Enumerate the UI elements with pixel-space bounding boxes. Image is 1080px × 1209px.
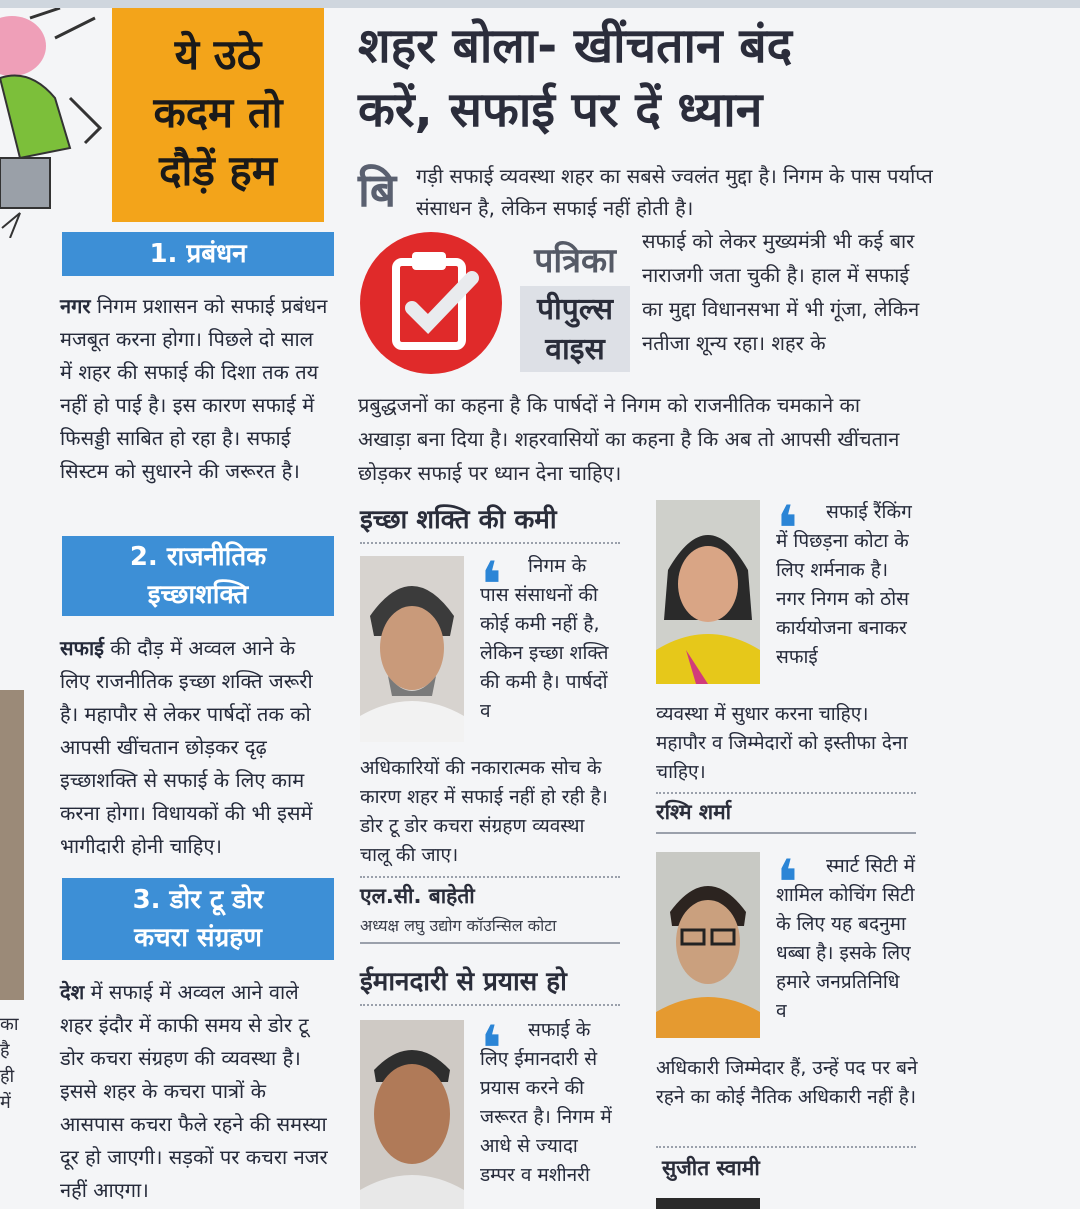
- portrait-photo: [360, 1020, 464, 1209]
- quote-text: सफाई के लिए ईमानदारी से प्रयास करने की जरूरत है। निगम में आधे से ज्यादा डम्पर व मशीनरी: [480, 1019, 612, 1186]
- section-text-2: [60, 632, 330, 863]
- divider: [360, 876, 620, 878]
- cropped-photo: [0, 690, 24, 1000]
- person-name: रश्मि शर्मा: [656, 798, 916, 834]
- person-designation: अध्यक्ष लघु उद्योग कॉउन्सिल कोटा: [360, 914, 620, 944]
- quote-text: निगम के पास संसाधनों की कोई कमी नहीं है, लेकिन इच्छा शक्ति की कमी है। पार्षदों व: [480, 555, 609, 722]
- kicker-box: [112, 8, 324, 222]
- kicker-line: कदम तो: [153, 88, 283, 137]
- portrait-photo: [656, 500, 760, 684]
- top-edge: [0, 0, 1080, 8]
- divider: [656, 1146, 916, 1148]
- person-name: सुजीत स्वामी: [662, 1156, 760, 1180]
- quote-text: अधिकारी जिम्मेदार हैं, उन्हें पद पर बने रहने का कोई नैतिक अधिकारी नहीं है।: [656, 1057, 918, 1108]
- section-heading-text: कचरा संग्रहण: [134, 923, 262, 953]
- badge-title-line: पीपुल्स: [536, 292, 614, 327]
- section-paragraph: की दौड़ में अव्वल आने के लिए राजनीतिक इच्छा शक्ति जरूरी है। महापौर से लेकर पार्षदों तक को आपसी खींचतान छोड़कर दृढ़ इच्छाशक्ति से सफाई के लिए काम करना होगा। विधायकों की भी इसमें भागीदारी होनी चाहिए।: [60, 636, 313, 858]
- divider: [656, 792, 916, 794]
- cropped-line: है: [0, 1040, 10, 1061]
- quote-text: सफाई रैंकिंग में पिछड़ना कोटा के लिए शर्मनाक है। नगर निगम को ठोस कार्ययोजना बनाकर सफाई: [776, 501, 912, 668]
- section-heading-text: इच्छाशक्ति: [147, 580, 249, 610]
- section-text-1: [60, 290, 330, 488]
- kicker-line: ये उठे: [174, 30, 262, 79]
- portrait-photo: [360, 556, 464, 742]
- clipboard-check-icon: [360, 232, 502, 374]
- lead-word: नगर: [60, 294, 91, 318]
- quote-mark-icon: ❛: [480, 1013, 503, 1087]
- quote-mark-icon: ❛: [776, 847, 799, 921]
- headline-line: करें, सफाई पर दें ध्यान: [358, 82, 763, 138]
- badge-title-line: वाइस: [545, 332, 605, 367]
- section-heading-3: [62, 878, 334, 960]
- opinion-subhead: इच्छा शक्ति की कमी: [360, 500, 620, 544]
- section-heading-1: [62, 232, 334, 276]
- cropped-line: का: [0, 1014, 19, 1035]
- quote-text: स्मार्ट सिटी में शामिल कोचिंग सिटी के लिए यह बदनुमा धब्बा है। इसके लिए हमारे जनप्रतिनिधि व: [776, 855, 915, 1022]
- section-text-3: [60, 976, 330, 1207]
- portrait-photo: [656, 852, 760, 1038]
- opinion-subhead: ईमानदारी से प्रयास हो: [360, 962, 620, 1006]
- cropped-photo: [656, 1198, 760, 1209]
- lead-word: सफाई: [60, 636, 104, 660]
- quote-mark-icon: ❛: [480, 549, 503, 623]
- badge-brand: पत्रिका: [534, 241, 616, 281]
- lead-word: देश: [60, 980, 85, 1004]
- quote-text: व्यवस्था में सुधार करना चाहिए। महापौर व जिम्मेदारों को इस्तीफा देना चाहिए।: [656, 703, 908, 783]
- section-paragraph: में सफाई में अव्वल आने वाले शहर इंदौर में काफी समय से डोर टू डोर कचरा संग्रहण की व्यवस्था है। इससे शहर के कचरा पात्रों के आसपास कचरा फैले रहने की समस्या दूर हो जाएगी। सड़कों पर कचरा नजर नहीं आएगा।: [60, 980, 328, 1202]
- quote-text: अधिकारियों की नकारात्मक सोच के कारण शहर में सफाई नहीं हो रही है। डोर टू डोर कचरा संग्रहण व्यवस्था चालू की जाए।: [360, 757, 608, 866]
- section-heading-text: 2. राजनीतिक: [129, 542, 267, 572]
- cropped-line: में: [0, 1092, 11, 1113]
- badge-title: [520, 286, 630, 372]
- cartoon-illustration: [0, 8, 110, 238]
- quote-mark-icon: ❛: [776, 493, 799, 567]
- lead-paragraph-2: सफाई को लेकर मुख्यमंत्री भी कई बार नाराजगी जता चुकी है। हाल में सफाई का मुद्दा विधानसभा में भी गूंजा, लेकिन नतीजा शून्य रहा। शहर के: [642, 229, 920, 355]
- section-paragraph: निगम प्रशासन को सफाई प्रबंधन मजबूत करना होगा। पिछले दो साल में शहर की सफाई की दिशा तक तय नहीं हो पाई है। इस कारण सफाई में फिसड्डी साबित हो रहा है। सफाई सिस्टम को सुधारने की जरूरत है।: [60, 294, 328, 483]
- drop-cap: बि: [358, 163, 397, 217]
- peoples-voice-badge: [360, 232, 502, 374]
- cropped-text: [0, 1012, 24, 1116]
- person-name: एल.सी. बाहेती: [360, 884, 475, 908]
- headline: [358, 14, 1058, 142]
- section-heading-text: 1. प्रबंधन: [149, 239, 247, 269]
- kicker-line: दौड़ें हम: [159, 146, 277, 195]
- section-heading-text: 3. डोर टू डोर: [132, 885, 264, 915]
- lead-paragraph-3: प्रबुद्धजनों का कहना है कि पार्षदों ने निगम को राजनीतिक चमकाने का अखाड़ा बना दिया है। शहरवासियों का कहना है कि अब तो आपसी खींचतान छोड़कर सफाई पर ध्यान देना चाहिए।: [358, 393, 900, 485]
- lead-paragraph-1: गड़ी सफाई व्यवस्था शहर का सबसे ज्वलंत मुद्दा है। निगम के पास पर्याप्त संसाधन है, लेकिन सफाई नहीं होती है।: [416, 164, 933, 220]
- section-heading-2: [62, 536, 334, 616]
- headline-line: शहर बोला- खींचतान बंद: [358, 18, 793, 74]
- cropped-line: ही: [0, 1066, 15, 1087]
